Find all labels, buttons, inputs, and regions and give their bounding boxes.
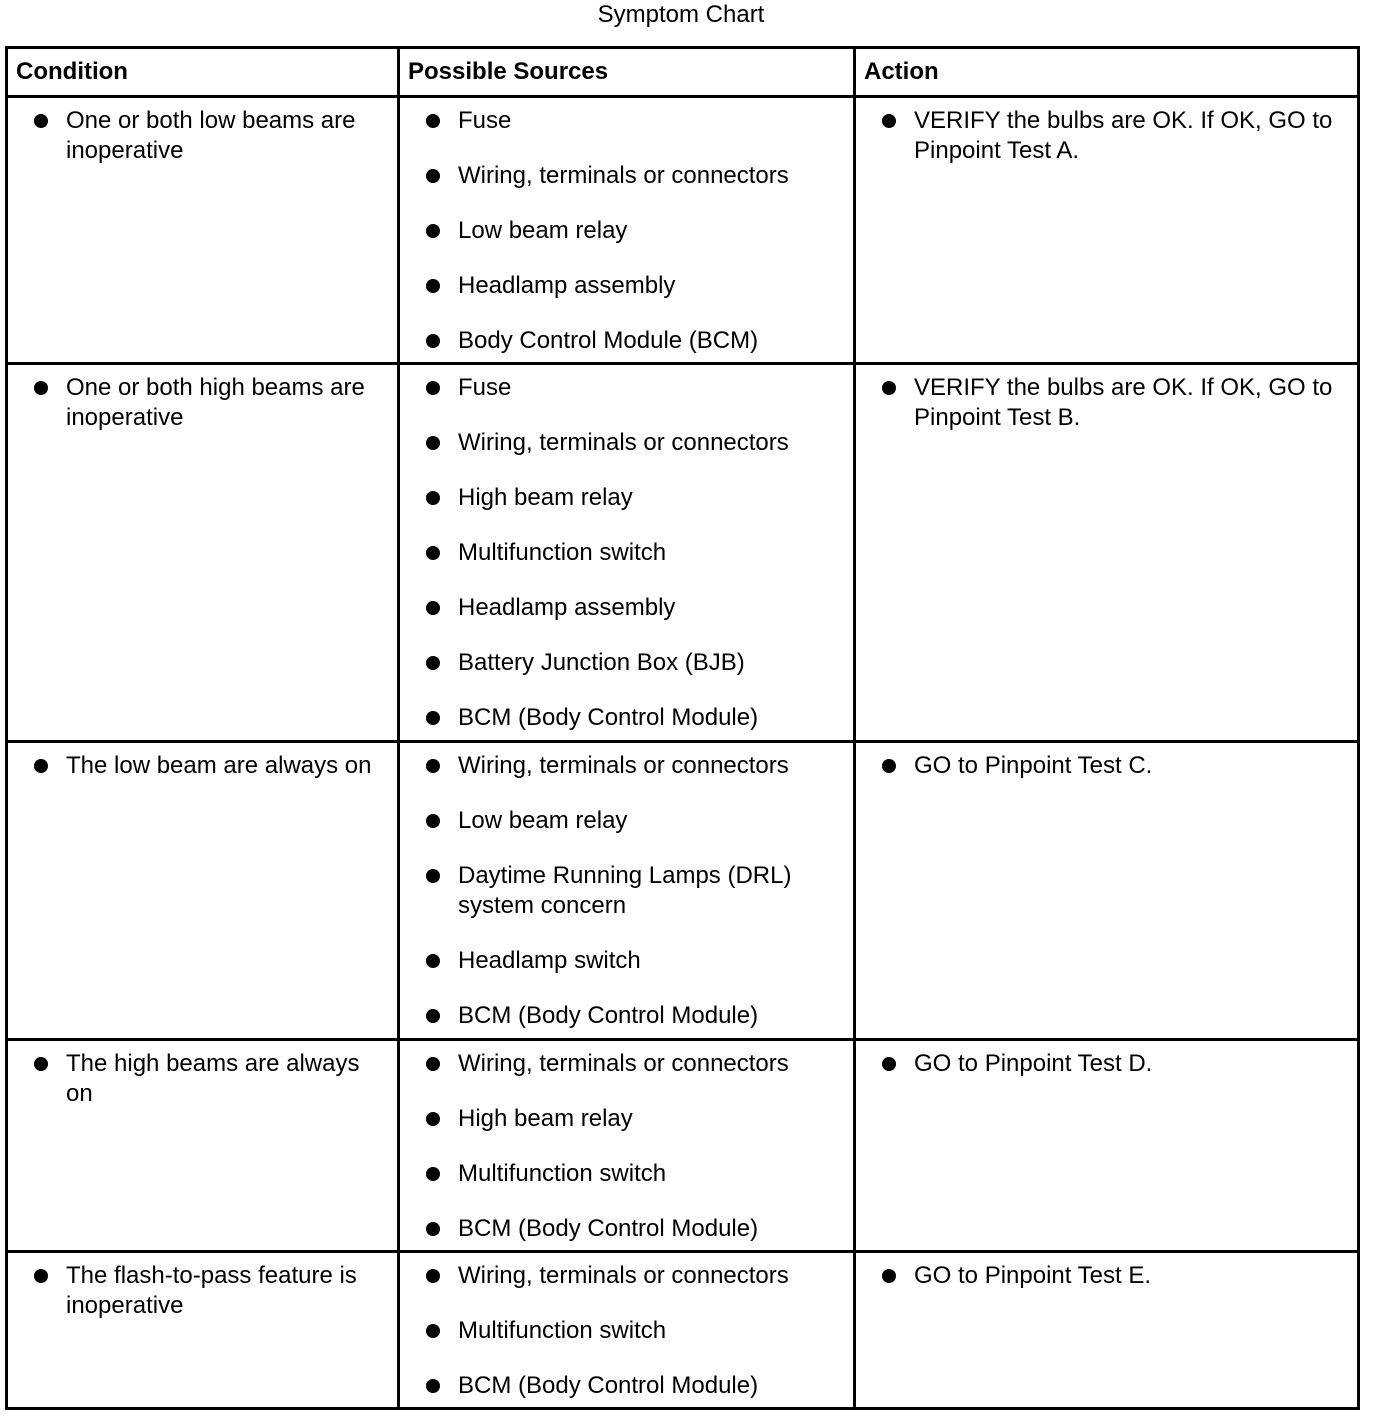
list-item-text: Headlamp assembly: [458, 272, 676, 299]
bullet-icon: [882, 1057, 896, 1071]
list-item-text: VERIFY the bulbs are OK. If OK, GO to Pinpoint Test B.: [914, 374, 1333, 431]
bullet-icon: [426, 759, 440, 773]
list-item: [856, 373, 1357, 433]
bullet-icon: [426, 1269, 440, 1283]
list-item: [400, 1159, 853, 1189]
list-item-text: Wiring, terminals or connectors: [458, 162, 789, 189]
action-cell: [855, 97, 1359, 364]
list-item-text: Fuse: [458, 374, 512, 401]
list-item-text: One or both high beams are inoperative: [66, 374, 365, 431]
list-item: [400, 648, 853, 678]
bullet-icon: [882, 759, 896, 773]
list-item: [856, 1049, 1357, 1079]
list-item-text: Headlamp assembly: [458, 594, 676, 621]
bullet-icon: [426, 546, 440, 560]
list-item: [400, 1261, 853, 1291]
table-row: [7, 742, 1359, 1040]
sources-cell: [399, 1252, 855, 1409]
list-item-text: BCM (Body Control Module): [458, 1002, 759, 1029]
bullet-icon: [426, 601, 440, 615]
list-item-text: Multifunction switch: [458, 1160, 667, 1187]
list-item: [400, 326, 853, 356]
bullet-icon: [426, 656, 440, 670]
bullet-list: [8, 1253, 397, 1321]
list-item: [400, 106, 853, 136]
header-possible-sources: Possible Sources: [399, 48, 855, 97]
bullet-icon: [34, 759, 48, 773]
table-row: [7, 97, 1359, 364]
list-item: [8, 1261, 397, 1321]
list-item-text: The flash-to-pass feature is inoperative: [66, 1262, 357, 1319]
header-action: Action: [855, 48, 1359, 97]
list-item: [400, 483, 853, 513]
table-row: [7, 364, 1359, 742]
list-item: [400, 1371, 853, 1401]
symptom-table: [5, 46, 1360, 1410]
condition-cell: [7, 1252, 399, 1409]
list-item: [400, 1214, 853, 1244]
bullet-icon: [426, 1379, 440, 1393]
bullet-list: [400, 1253, 853, 1401]
bullet-list: [856, 1041, 1357, 1079]
sources-cell: [399, 1040, 855, 1252]
bullet-icon: [426, 436, 440, 450]
bullet-icon: [426, 1222, 440, 1236]
list-item: [400, 703, 853, 733]
list-item-text: GO to Pinpoint Test C.: [914, 752, 1153, 779]
action-cell: [855, 364, 1359, 742]
list-item: [400, 1049, 853, 1079]
list-item-text: BCM (Body Control Module): [458, 1372, 759, 1399]
list-item: [400, 161, 853, 191]
bullet-list: [400, 98, 853, 356]
bullet-list: [856, 743, 1357, 781]
list-item-text: Multifunction switch: [458, 539, 667, 566]
list-item-text: VERIFY the bulbs are OK. If OK, GO to Pinpoint Test A.: [914, 107, 1333, 164]
list-item-text: GO to Pinpoint Test D.: [914, 1050, 1153, 1077]
bullet-icon: [426, 169, 440, 183]
list-item-text: Fuse: [458, 107, 512, 134]
bullet-list: [400, 365, 853, 733]
list-item-text: Multifunction switch: [458, 1317, 667, 1344]
list-item-text: The high beams are always on: [66, 1050, 360, 1107]
bullet-icon: [426, 381, 440, 395]
bullet-icon: [426, 869, 440, 883]
bullet-icon: [426, 1324, 440, 1338]
list-item: [400, 538, 853, 568]
list-item-text: The low beam are always on: [66, 752, 372, 779]
bullet-icon: [426, 114, 440, 128]
list-item: [400, 216, 853, 246]
bullet-icon: [34, 114, 48, 128]
table-row: [7, 1252, 1359, 1409]
list-item: [8, 106, 397, 166]
bullet-list: [400, 1041, 853, 1244]
bullet-icon: [34, 1269, 48, 1283]
list-item: [400, 806, 853, 836]
bullet-icon: [882, 1269, 896, 1283]
bullet-icon: [426, 224, 440, 238]
bullet-icon: [426, 279, 440, 293]
list-item-text: GO to Pinpoint Test E.: [914, 1262, 1152, 1289]
list-item-text: Daytime Running Lamps (DRL) system concern: [458, 862, 792, 919]
bullet-icon: [34, 1057, 48, 1071]
list-item-text: Wiring, terminals or connectors: [458, 1262, 789, 1289]
list-item: [400, 946, 853, 976]
action-cell: [855, 1040, 1359, 1252]
list-item-text: Low beam relay: [458, 217, 628, 244]
action-cell: [855, 742, 1359, 1040]
list-item: [8, 373, 397, 433]
list-item-text: Wiring, terminals or connectors: [458, 1050, 789, 1077]
header-condition: Condition: [7, 48, 399, 97]
list-item: [400, 861, 853, 921]
list-item-text: Headlamp switch: [458, 947, 641, 974]
list-item-text: High beam relay: [458, 484, 633, 511]
list-item-text: BCM (Body Control Module): [458, 704, 759, 731]
bullet-icon: [426, 954, 440, 968]
bullet-icon: [882, 114, 896, 128]
list-item-text: BCM (Body Control Module): [458, 1215, 759, 1242]
bullet-list: [8, 1041, 397, 1109]
action-cell: [855, 1252, 1359, 1409]
bullet-icon: [34, 381, 48, 395]
bullet-list: [400, 743, 853, 1031]
bullet-list: [8, 365, 397, 433]
table-row: [7, 1040, 1359, 1252]
list-item-text: Wiring, terminals or connectors: [458, 429, 789, 456]
list-item: [8, 1049, 397, 1109]
list-item: [400, 428, 853, 458]
list-item: [856, 751, 1357, 781]
bullet-icon: [426, 334, 440, 348]
list-item: [400, 271, 853, 301]
list-item: [856, 106, 1357, 166]
list-item: [400, 1316, 853, 1346]
bullet-icon: [426, 491, 440, 505]
sources-cell: [399, 364, 855, 742]
list-item-text: Wiring, terminals or connectors: [458, 752, 789, 779]
bullet-icon: [426, 1009, 440, 1023]
list-item: [400, 593, 853, 623]
list-item-text: One or both low beams are inoperative: [66, 107, 356, 164]
bullet-icon: [426, 1057, 440, 1071]
bullet-list: [8, 743, 397, 781]
condition-cell: [7, 742, 399, 1040]
bullet-icon: [882, 381, 896, 395]
list-item: [400, 1104, 853, 1134]
condition-cell: [7, 1040, 399, 1252]
bullet-icon: [426, 711, 440, 725]
bullet-icon: [426, 1167, 440, 1181]
sources-cell: [399, 742, 855, 1040]
sources-cell: [399, 97, 855, 364]
list-item-text: Body Control Module (BCM): [458, 327, 759, 354]
bullet-list: [856, 365, 1357, 433]
table-header-row: [7, 48, 1359, 97]
bullet-list: [856, 98, 1357, 166]
list-item: [8, 751, 397, 781]
bullet-list: [8, 98, 397, 166]
list-item: [400, 373, 853, 403]
bullet-icon: [426, 814, 440, 828]
bullet-icon: [426, 1112, 440, 1126]
page-title: Symptom Chart: [597, 1, 765, 28]
condition-cell: [7, 364, 399, 742]
list-item-text: Low beam relay: [458, 807, 628, 834]
list-item: [400, 1001, 853, 1031]
list-item-text: High beam relay: [458, 1105, 633, 1132]
bullet-list: [856, 1253, 1357, 1291]
list-item-text: Battery Junction Box (BJB): [458, 649, 745, 676]
list-item: [400, 751, 853, 781]
condition-cell: [7, 97, 399, 364]
list-item: [856, 1261, 1357, 1291]
